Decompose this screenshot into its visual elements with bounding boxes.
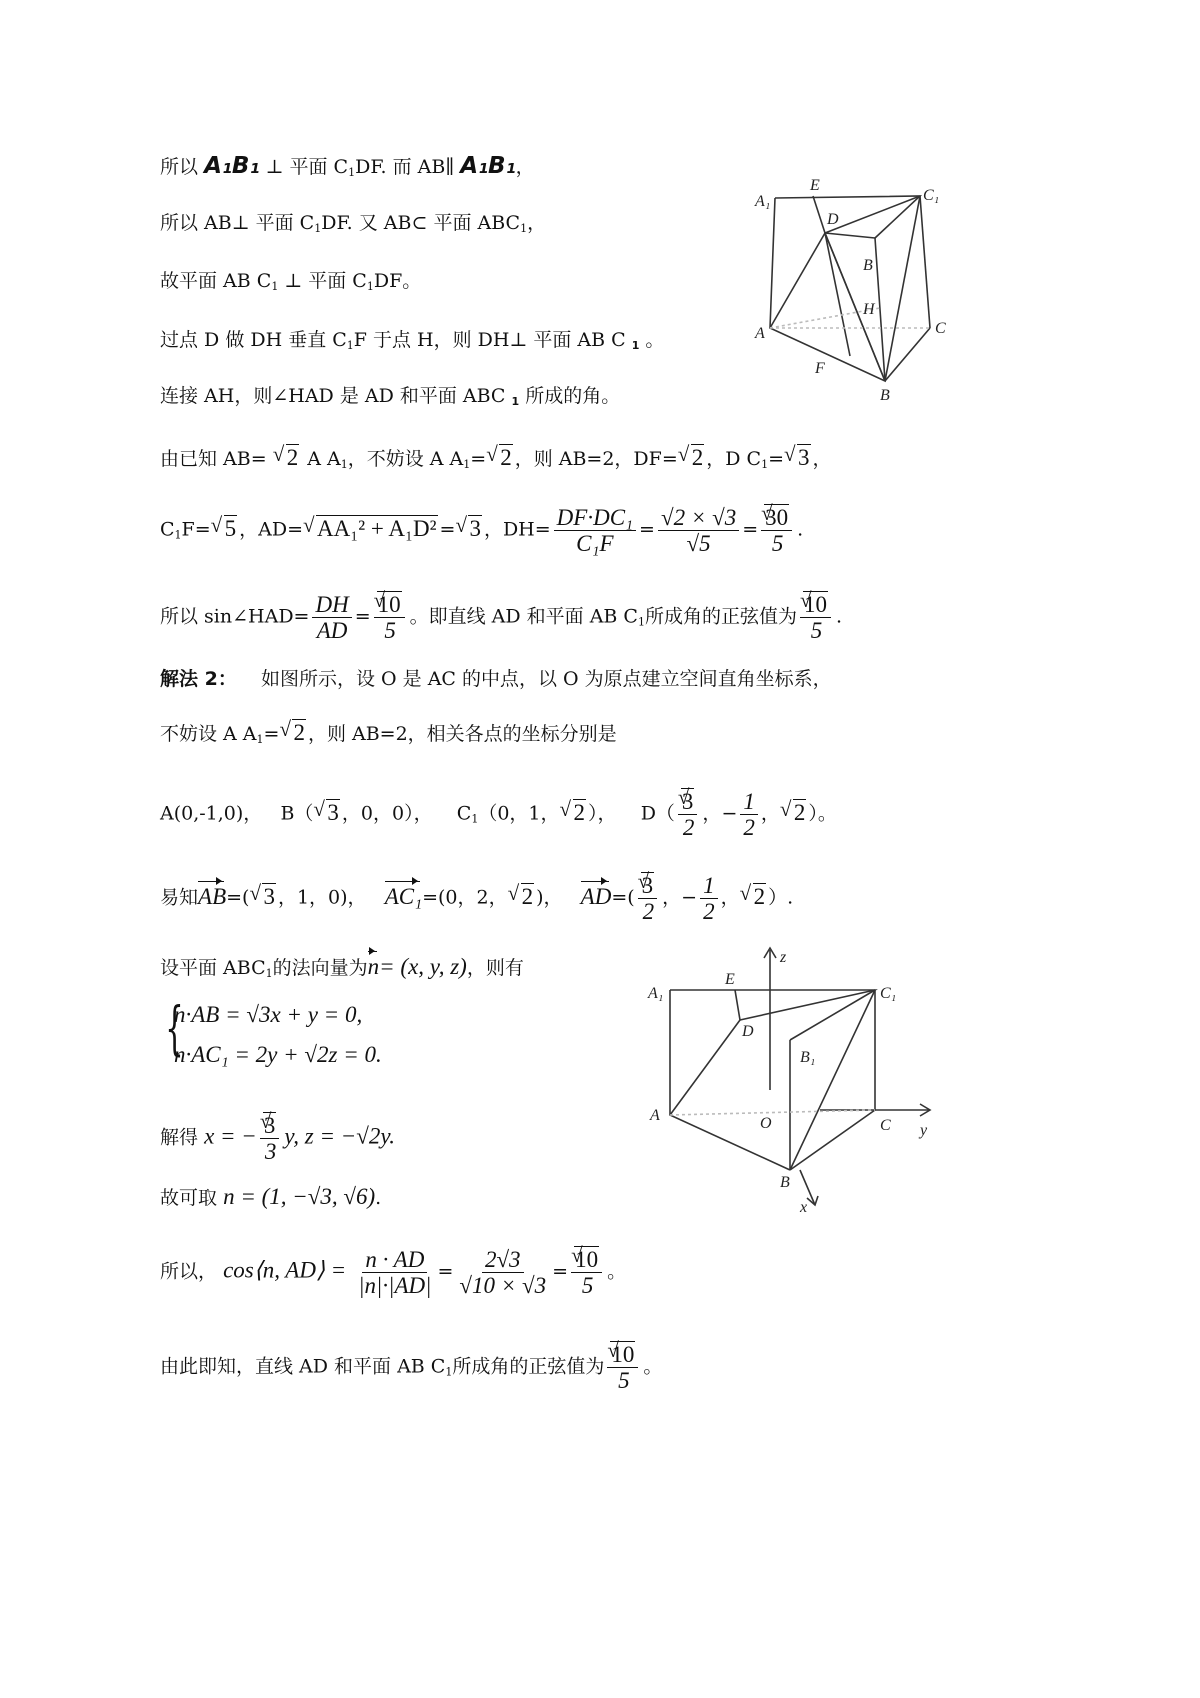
text: 所成角的正弦值为 — [644, 605, 797, 628]
text: F= — [181, 518, 211, 541]
text: ，则 AB=2，相关各点的坐标分别是 — [307, 723, 617, 745]
label-A1: A₁ — [648, 985, 664, 1002]
text-line: 所以， cos⟨n, AD⟩ = $\frac{n \cdot AD}{|n|\cdot|AD|}$ = $\frac{2√3}{√10 \times √3}$ = √ $\frac{10}{5}$ 。 — [160, 1247, 626, 1298]
text: ，D C — [706, 448, 762, 470]
text: DF. 又 AB⊂ 平面 ABC — [321, 212, 521, 234]
text-line: 易知AB=(√ 3 ，1，0)， AC₁=(0，2，√ 2 )， AD=( √ $\frac{3}{2}$ ，− $\frac{1}{2}$ ，√ 2 ）. — [160, 873, 793, 924]
equation: n·AB = √3x + y = 0, — [174, 1002, 363, 1027]
text-line: 连接 AH，则∠HAD 是 AD 和平面 ABC $_1$ 所成的角。 — [160, 385, 621, 408]
text: 的法向量为 — [272, 957, 368, 979]
axis-x-label: x — [800, 1199, 808, 1216]
prism-figure-2 — [640, 940, 940, 1230]
text: 所成角的正弦值为 — [452, 1355, 605, 1378]
text-line: $C_1F=√$ 5 ，AD=√ AA₁² + A₁D² =√ 3 ，DH= $\frac{\text{DF·DC₁}}{\text{C₁F}}$ = $\frac{√2 \times √3}{√5}$ = √ $\frac{30}{5}$ . — [160, 505, 803, 556]
text-line: 过点 D 做 DH 垂直 $C_1F$ 于点 H，则 DH⊥ 平面 AB C $_1$ 。 — [160, 329, 665, 352]
text: 所以 AB⊥ 平面 C — [160, 212, 315, 234]
text: 由此即知，直线 AD 和平面 AB C — [160, 1355, 446, 1378]
label-A: A — [650, 1107, 660, 1124]
fraction: $\frac{1}{2}$ — [740, 789, 758, 840]
text: 。 — [645, 329, 665, 351]
text: F 于点 H，则 DH⊥ 平面 AB C — [353, 329, 626, 351]
text-line — [160, 670, 832, 689]
text-line: 设平面 $ABC_1$的法向量为n= (x, y, z)，则有 — [160, 954, 524, 980]
label-B: B — [780, 1174, 790, 1191]
label-H: H — [863, 301, 875, 318]
vector-AD: AD — [580, 883, 612, 909]
text: 连接 AH，则∠HAD 是 AD 和平面 ABC — [160, 385, 506, 407]
text: ，DH= — [483, 518, 551, 541]
vector-AC1: AC₁ — [384, 883, 423, 909]
text: 所以， — [160, 1260, 218, 1283]
text: 故可取 — [160, 1187, 218, 1209]
axis-z-label: z — [780, 949, 787, 966]
math-term: cos⟨n, AD⟩ = — [223, 1257, 347, 1283]
label-C: C — [935, 320, 946, 337]
text: ，则 AB=2，DF= — [514, 448, 678, 470]
text-line: 所以 A₁B₁ ⊥ 平面 $C_1DF$. 而 AB∥ A₁B₁， — [160, 153, 535, 179]
fraction: $\frac{\text{DF·DC₁}}{\text{C₁F}}$ — [554, 505, 636, 556]
text-line: 所以 sin∠HAD= $\frac{DH}{AD}$ = √ $\frac{10}{5}$ 。即直线 AD 和平面 AB $C_1$所成角的正弦值为 √ $\frac{10}{5}$ . — [160, 592, 842, 643]
axis-y-label: y — [920, 1122, 928, 1139]
text: 设平面 ABC — [160, 957, 266, 979]
text-line: A(0,-1,0)， B（√ 3 ，0，0）， $C_1(0$，1，√ 2 ）， D（ √ $\frac{3}{2}$ ，− $\frac{1}{2}$ ，√ 2 ）。 — [160, 789, 837, 840]
fraction: √ $\frac{3}{2}$ — [638, 873, 660, 924]
text: 。即直线 AD 和平面 AB C — [409, 605, 638, 628]
label-C1: C₁ — [880, 985, 897, 1002]
section-title: 解法 2： — [160, 668, 237, 690]
text: DF. 而 AB∥ — [355, 156, 455, 178]
label-B-bottom: B — [880, 387, 890, 404]
label-F: F — [815, 360, 825, 377]
text-line: 故可取 n = (1, −√3, √6). — [160, 1184, 382, 1209]
text-line: 不妨设 A $A_1=√$ 2 ，则 AB=2，相关各点的坐标分别是 — [160, 721, 617, 745]
text: C — [160, 518, 175, 541]
fraction: √ $\frac{10}{5}$ — [800, 592, 833, 643]
fraction: $\frac{n \cdot AD}{|n|\cdot|AD|}$ — [358, 1247, 432, 1298]
text-line: 由已知 AB= √ 2 A $A_1$，不妨设 A $A_1=√$ 2 ，则 AB=2，DF=√ 2 ，D $C_1=√$ 3 ， — [160, 446, 832, 470]
label-C: C — [880, 1117, 891, 1134]
fraction: $\frac{DH}{AD}$ — [312, 592, 351, 643]
math-term: = (x, y, z) — [379, 954, 467, 979]
math-term: A₁B₁ — [204, 153, 260, 179]
text: 解得 — [160, 1126, 199, 1149]
text-line — [160, 1113, 395, 1164]
fraction: √ $\frac{10}{5}$ — [374, 592, 407, 643]
label-B: B — [863, 257, 873, 274]
fraction: √ $\frac{10}{5}$ — [607, 1342, 640, 1393]
text: 故平面 AB C — [160, 270, 272, 292]
text: ⊥ 平面 C — [265, 156, 349, 178]
text: A A — [307, 448, 341, 470]
text: ， — [527, 212, 547, 234]
fraction: √ $\frac{30}{5}$ — [761, 505, 794, 556]
fraction: $\frac{√2 \times √3}{√5}$ — [658, 505, 739, 556]
label-E: E — [725, 971, 735, 988]
text: 易知 — [160, 886, 199, 909]
prism-figure-1 — [735, 178, 955, 418]
fraction: √ $\frac{3}{3}$ — [260, 1113, 282, 1164]
label-D: D — [742, 1023, 754, 1040]
text-line: 由此即知，直线 AD 和平面 AB $C_1$所成角的正弦值为 √ $\frac{10}{5}$ 。 — [160, 1342, 662, 1393]
label-C1: C₁ — [923, 187, 940, 204]
text: ，不妨设 A A — [347, 448, 464, 470]
text: 如图所示，设 O 是 AC 的中点，以 O 为原点建立空间直角坐标系， — [261, 668, 832, 690]
text: ⊥ 平面 C — [284, 270, 367, 292]
text: 所以 sin∠HAD= — [160, 605, 310, 628]
text: ，则有 — [466, 957, 524, 979]
label-A1: A₁ — [755, 193, 771, 210]
text: ，AD= — [239, 518, 304, 541]
fraction: $\frac{2√3}{√10 \times √3}$ — [459, 1247, 547, 1298]
label-A: A — [755, 325, 765, 342]
fraction: √ $\frac{3}{2}$ — [678, 789, 700, 840]
math-term: A₁B₁ — [460, 153, 516, 179]
math-term: n = (1, −√3, √6) — [223, 1184, 376, 1209]
text-line: 故平面 AB $C_1$ ⊥ 平面 $C_1DF$。 — [160, 270, 422, 293]
text: 过点 D 做 DH 垂直 C — [160, 329, 347, 351]
label-D: D — [827, 211, 839, 228]
text: 所以 — [160, 156, 199, 178]
text: 由已知 AB= — [160, 448, 267, 470]
vector-AB: AB — [198, 883, 227, 909]
text: A(0,-1,0)， — [160, 802, 263, 825]
text: DF。 — [373, 270, 422, 292]
text: 不妨设 A A — [160, 723, 257, 745]
text: 所成的角。 — [525, 385, 621, 407]
fraction: √ $\frac{10}{5}$ — [571, 1247, 604, 1298]
label-O: O — [760, 1115, 772, 1132]
text-line: 所以 AB⊥ 平面 $C_1DF$. 又 AB⊂ 平面 $ABC_1$， — [160, 212, 547, 235]
equation: n·AC₁ = 2y + √2z = 0. — [174, 1042, 382, 1067]
math-term: y, z = −√2y. — [284, 1123, 396, 1149]
label-E: E — [810, 178, 820, 194]
label-B1: B₁ — [800, 1049, 816, 1066]
math-term: x = − — [204, 1123, 257, 1149]
fraction: $\frac{1}{2}$ — [700, 873, 718, 924]
